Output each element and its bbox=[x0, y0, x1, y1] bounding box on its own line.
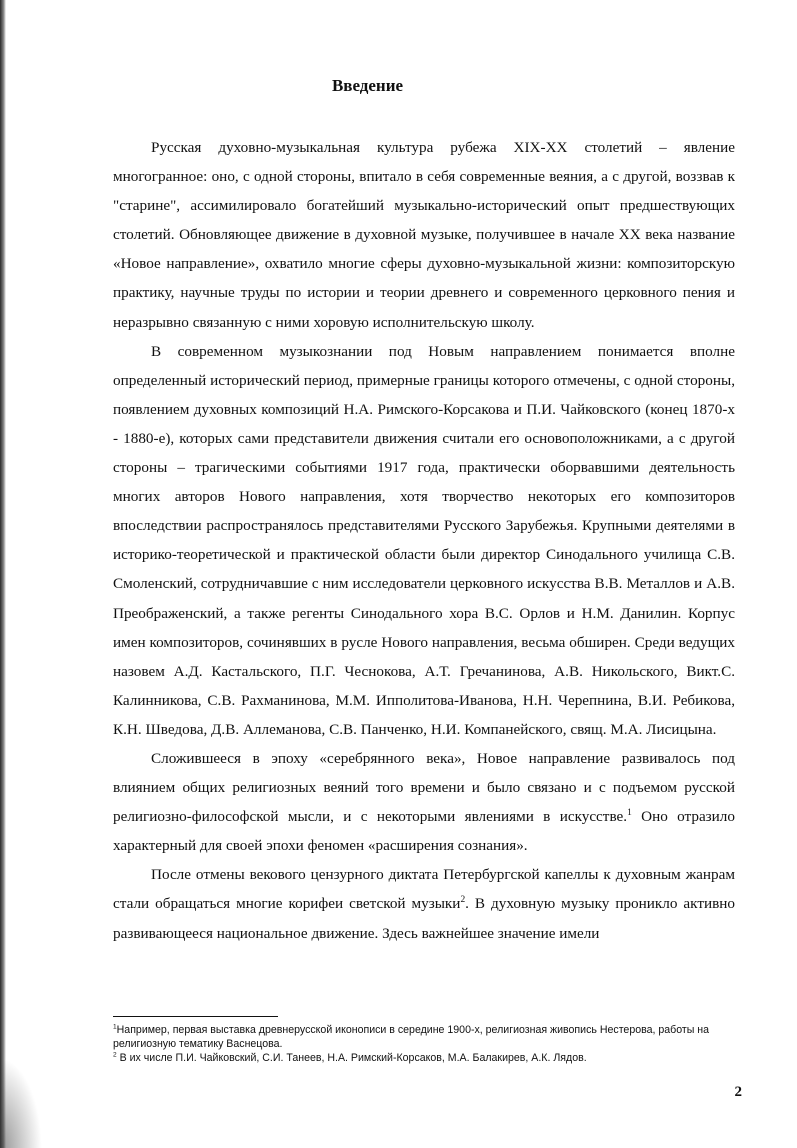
paragraph-1: Русская духовно-музыкальная культура рубежа XIX-XX столетий – явление многогранное: оно, с одной стороны, впитало в себя современные веяния, а с другой, воззвав к "старине", ассимилировало богатейший музыкально-исторический опыт предшествующих столетий. Обновляющее движение в духовной музыке, получившее в начале XX века название «Новое направление», охватило многие сферы духовно-музыкальной жизни: композиторскую практику, научные труды по истории и теории древнего и современного церковного пения и неразрывно связанную с ними хоровую исполнительскую школу. bbox=[113, 139, 735, 331]
footnotes bbox=[113, 1023, 738, 1065]
footnote-2-text: В их числе П.И. Чайковский, С.И. Танеев, Н.А. Римский-Корсаков, М.А. Балакирев, А.К. Лядов. bbox=[116, 1052, 587, 1064]
scan-shadow-corner bbox=[0, 1058, 42, 1148]
paragraph-4-text: После отмены векового цензурного диктата Петербургской капеллы к духовным жанрам стали обращаться многие корифеи светской музыки bbox=[113, 866, 735, 913]
footnote-divider bbox=[113, 1016, 278, 1017]
paragraph-3-text: Сложившееся в эпоху «серебрянного века», Новое направление развивалось под влиянием общих религиозных веяний того времени и было связано и с подъемом русской религиозно-философской мысли, и с некоторыми явлениями в искусстве. bbox=[113, 749, 735, 826]
scan-shadow-left bbox=[0, 0, 6, 1148]
paragraph-4-text-cont: . В духовную музыку проникло активно развивающееся национальное движение. Здесь важнейшее значение имели bbox=[113, 895, 735, 942]
footnote-2 bbox=[113, 1051, 738, 1065]
paragraph-3 bbox=[113, 744, 735, 860]
footnote-ref-2: 2 bbox=[460, 895, 466, 906]
footnote-mark-1: 1 bbox=[113, 1023, 117, 1031]
footnote-1 bbox=[113, 1023, 738, 1051]
paragraph-3-text-cont: Оно отразило характерный для своей эпохи феномен «расширения сознания». bbox=[113, 808, 735, 855]
paragraph-2: В современном музыкознании под Новым направлением понимается вполне определенный исторический период, примерные границы которого отмечены, с одной стороны, появлением духовных композиций Н.А. Римского-Корсакова и П.И. Чайковского (конец 1870-х - 1880-е), которых сами представители движения считали его основоположниками, а с другой стороны – трагическими событиями 1917 года, практически оборвавшими деятельность многих авторов Нового направления, хотя творчество некоторых его композиторов впоследствии распространялось представителями Русского Зарубежья. Крупными деятелями в историко-теоретической и практической области были директор Синодального училища С.В. Смоленский, сотрудничавшие с ним исследователи церковного искусства В.В. Металлов и А.В. Преображенский, а также регенты Синодального хора В.С. Орлов и Н.М. Данилин. Корпус имен композиторов, сочинявших в русле Нового направления, весьма обширен. Среди ведущих назовем А.Д. Кастальского, П.Г. Чеснокова, А.Т. Гречанинова, А.В. Никольского, Викт.С. Калинникова, С.В. Рахманинова, М.М. Ипполитова-Иванова, Н.Н. Черепнина, В.И. Ребикова, К.Н. Шведова, Д.В. Аллеманова, С.В. Панченко, Н.И. Компанейского, свящ. М.А. Лисицына. bbox=[113, 342, 735, 738]
footnote-1-text: Например, первая выставка древнерусской иконописи в середине 1900-х, религиозная живопись Нестерова, работы на религиозную тематику Васнецова. bbox=[113, 1024, 710, 1050]
footnote-ref-1: 1 bbox=[627, 808, 632, 819]
page-title: Введение bbox=[331, 76, 404, 95]
body-text bbox=[113, 133, 735, 948]
paragraph-4 bbox=[113, 860, 735, 947]
footnote-mark-2: 2 bbox=[113, 1051, 117, 1059]
page-number: 2 bbox=[734, 1084, 742, 1100]
